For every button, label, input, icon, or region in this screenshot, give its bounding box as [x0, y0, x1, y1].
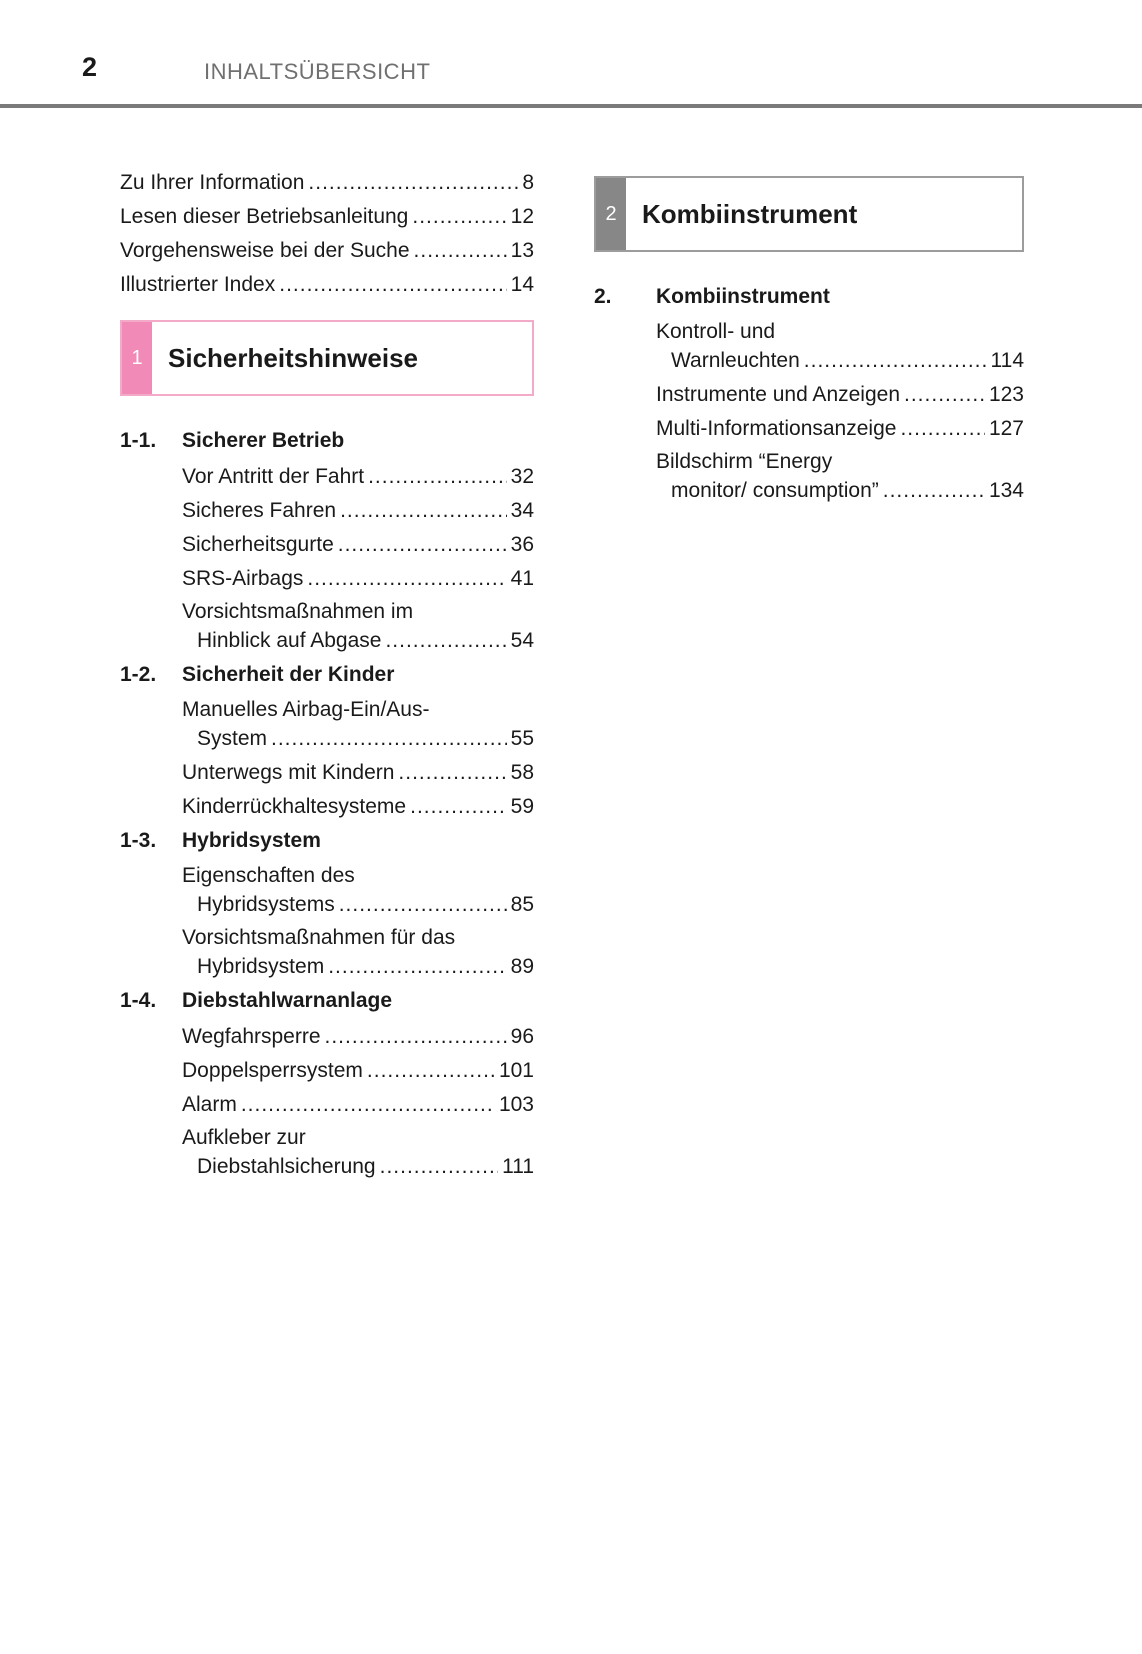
toc-entry[interactable]: [182, 792, 534, 822]
entry-page: 34: [510, 499, 534, 522]
entry-title-line1: Vorsichtsmaßnahmen für das: [182, 926, 456, 949]
chapter-number: 2: [596, 178, 626, 250]
toc-entry-illustrierter-index[interactable]: [120, 270, 534, 300]
entry-title: Unterwegs mit Kindern: [182, 761, 395, 784]
entry-page: 59: [510, 795, 534, 818]
section-number: 1-3.: [120, 829, 157, 852]
entry-title: monitor/ consumption”: [671, 479, 879, 502]
entry-title: Multi-Informationsanzeige: [656, 417, 897, 440]
entry-title-line1: Vorsichtsmaßnahmen im: [182, 600, 414, 623]
dot-leader: [883, 476, 985, 506]
dot-leader: [339, 890, 507, 920]
entry-page: 54: [510, 629, 534, 652]
entry-page: 114: [990, 349, 1024, 372]
toc-entry[interactable]: [656, 380, 1024, 410]
section-title: Diebstahlwarnanlage: [182, 989, 393, 1012]
dot-leader: [900, 414, 985, 444]
toc-entry-lesen-dieser-betriebsanleitung[interactable]: [120, 202, 534, 232]
dot-leader: [410, 792, 507, 822]
toc-entry-multiline[interactable]: [182, 696, 534, 754]
entry-title: Sicheres Fahren: [182, 499, 337, 522]
entry-title: Kinderrückhaltesysteme: [182, 795, 407, 818]
entry-title: Doppelsperrsystem: [182, 1059, 363, 1082]
chapter-title: Kombiinstrument: [642, 198, 858, 229]
dot-leader: [279, 270, 506, 300]
entry-title: System: [197, 727, 268, 750]
section-title: Sicherheit der Kinder: [182, 663, 395, 686]
entry-title: Warnleuchten: [671, 349, 800, 372]
dot-leader: [271, 724, 507, 754]
entry-page: 134: [988, 479, 1024, 502]
entry-title: Vorgehensweise bei der Suche: [120, 239, 410, 262]
dot-leader: [241, 1090, 495, 1120]
entry-title: Wegfahrsperre: [182, 1025, 321, 1048]
entry-page: 123: [988, 383, 1024, 406]
entry-page: 101: [498, 1059, 534, 1082]
entry-title: Illustrierter Index: [120, 273, 276, 296]
entry-title: Hybridsystem: [197, 955, 325, 978]
page-number: 2: [82, 52, 98, 82]
section-number: 1-1.: [120, 429, 157, 452]
header-title: INHALTSÜBERSICHT: [204, 59, 431, 84]
entry-title: Sicherheitsgurte: [182, 533, 334, 556]
toc-entry[interactable]: [182, 462, 534, 492]
entry-page: 14: [510, 273, 534, 296]
dot-leader: [328, 952, 506, 982]
dot-leader: [368, 462, 507, 492]
chapter-2-banner[interactable]: [594, 176, 1024, 252]
dot-leader: [380, 1152, 498, 1182]
dot-leader: [340, 496, 507, 526]
entry-page: 36: [510, 533, 534, 556]
section-1-1-entries: [182, 462, 534, 656]
dot-leader: [307, 564, 506, 594]
entry-title: Diebstahlsicherung: [197, 1155, 376, 1178]
entry-title: Vor Antritt der Fahrt: [182, 465, 365, 488]
dot-leader: [308, 168, 518, 198]
entry-continuation: [197, 1152, 534, 1182]
entry-page: 32: [510, 465, 534, 488]
toc-entry-multiline[interactable]: [182, 1124, 534, 1182]
toc-entry[interactable]: [182, 496, 534, 526]
entry-page: 96: [510, 1025, 534, 1048]
section-heading-1-4[interactable]: [120, 986, 534, 1016]
toc-entry[interactable]: [182, 1090, 534, 1120]
dot-leader: [385, 626, 506, 656]
chapter-1-banner[interactable]: [120, 320, 534, 396]
entry-page: 89: [510, 955, 534, 978]
toc-entry[interactable]: [182, 564, 534, 594]
entry-continuation: [197, 952, 534, 982]
toc-entry[interactable]: [182, 1056, 534, 1086]
section-number: 1-2.: [120, 663, 157, 686]
section-heading-2[interactable]: [594, 282, 1024, 312]
chapter-number: 1: [122, 322, 152, 394]
toc-right-column: [594, 176, 1024, 510]
page-header: [0, 0, 1142, 108]
section-heading-1-2[interactable]: [120, 660, 534, 690]
entry-title: Alarm: [182, 1093, 237, 1116]
section-2-entries: [656, 318, 1024, 506]
section-title: Hybridsystem: [182, 829, 321, 852]
entry-page: 127: [988, 417, 1024, 440]
toc-entry[interactable]: [182, 1022, 534, 1052]
toc-entry-multiline[interactable]: [656, 448, 1024, 506]
toc-entry-vorgehensweise-suche[interactable]: [120, 236, 534, 266]
section-1-2-entries: [182, 696, 534, 822]
entry-page: 55: [510, 727, 534, 750]
entry-title-line1: Bildschirm “Energy: [656, 450, 833, 473]
entry-title: SRS-Airbags: [182, 567, 304, 590]
section-title: Kombiinstrument: [656, 285, 830, 308]
section-heading-1-3[interactable]: [120, 826, 534, 856]
toc-entry[interactable]: [656, 414, 1024, 444]
section-1-4-entries: [182, 1022, 534, 1182]
toc-entry-multiline[interactable]: [182, 862, 534, 920]
toc-entry-multiline[interactable]: [656, 318, 1024, 376]
entry-page: 12: [510, 205, 534, 228]
entry-title: Lesen dieser Betriebsanleitung: [120, 205, 409, 228]
dot-leader: [904, 380, 985, 410]
entry-title-line1: Kontroll- und: [656, 320, 776, 343]
toc-entry-multiline[interactable]: [182, 924, 534, 982]
entry-title: Zu Ihrer Information: [120, 171, 305, 194]
toc-entry-zu-ihrer-information[interactable]: [120, 168, 534, 198]
chapter-title: Sicherheitshinweise: [168, 342, 418, 373]
entry-continuation: [671, 476, 1024, 506]
dot-leader: [338, 530, 507, 560]
section-title: Sicherer Betrieb: [182, 429, 345, 452]
entry-continuation: [671, 346, 1024, 376]
entry-page: 8: [522, 171, 534, 194]
entry-title: Instrumente und Anzeigen: [656, 383, 901, 406]
entry-page: 103: [498, 1093, 534, 1116]
entry-continuation: [197, 626, 534, 656]
entry-title-line1: Aufkleber zur: [182, 1126, 306, 1149]
section-heading-1-1[interactable]: [120, 426, 534, 456]
section-number: 2.: [594, 285, 612, 308]
section-number: 1-4.: [120, 989, 157, 1012]
dot-leader: [325, 1022, 507, 1052]
toc-entry-multiline[interactable]: [182, 598, 534, 656]
entry-page: 85: [510, 893, 534, 916]
dot-leader: [398, 758, 506, 788]
dot-leader: [412, 202, 506, 232]
dot-leader: [414, 236, 507, 266]
entry-title-line1: Eigenschaften des: [182, 864, 355, 887]
toc-entry[interactable]: [182, 758, 534, 788]
entry-page: 13: [510, 239, 534, 262]
toc-left-column: [120, 168, 534, 1186]
entry-continuation: [197, 890, 534, 920]
toc-entry[interactable]: [182, 530, 534, 560]
dot-leader: [367, 1056, 495, 1086]
intro-list: [120, 168, 534, 300]
entry-title: Hybridsystems: [197, 893, 335, 916]
entry-continuation: [197, 724, 534, 754]
section-1-3-entries: [182, 862, 534, 982]
entry-page: 58: [510, 761, 534, 784]
entry-title: Hinblick auf Abgase: [197, 629, 382, 652]
entry-page: 41: [510, 567, 534, 590]
entry-title-line1: Manuelles Airbag-Ein/Aus-: [182, 698, 430, 721]
dot-leader: [804, 346, 987, 376]
entry-page: 111: [502, 1155, 534, 1178]
